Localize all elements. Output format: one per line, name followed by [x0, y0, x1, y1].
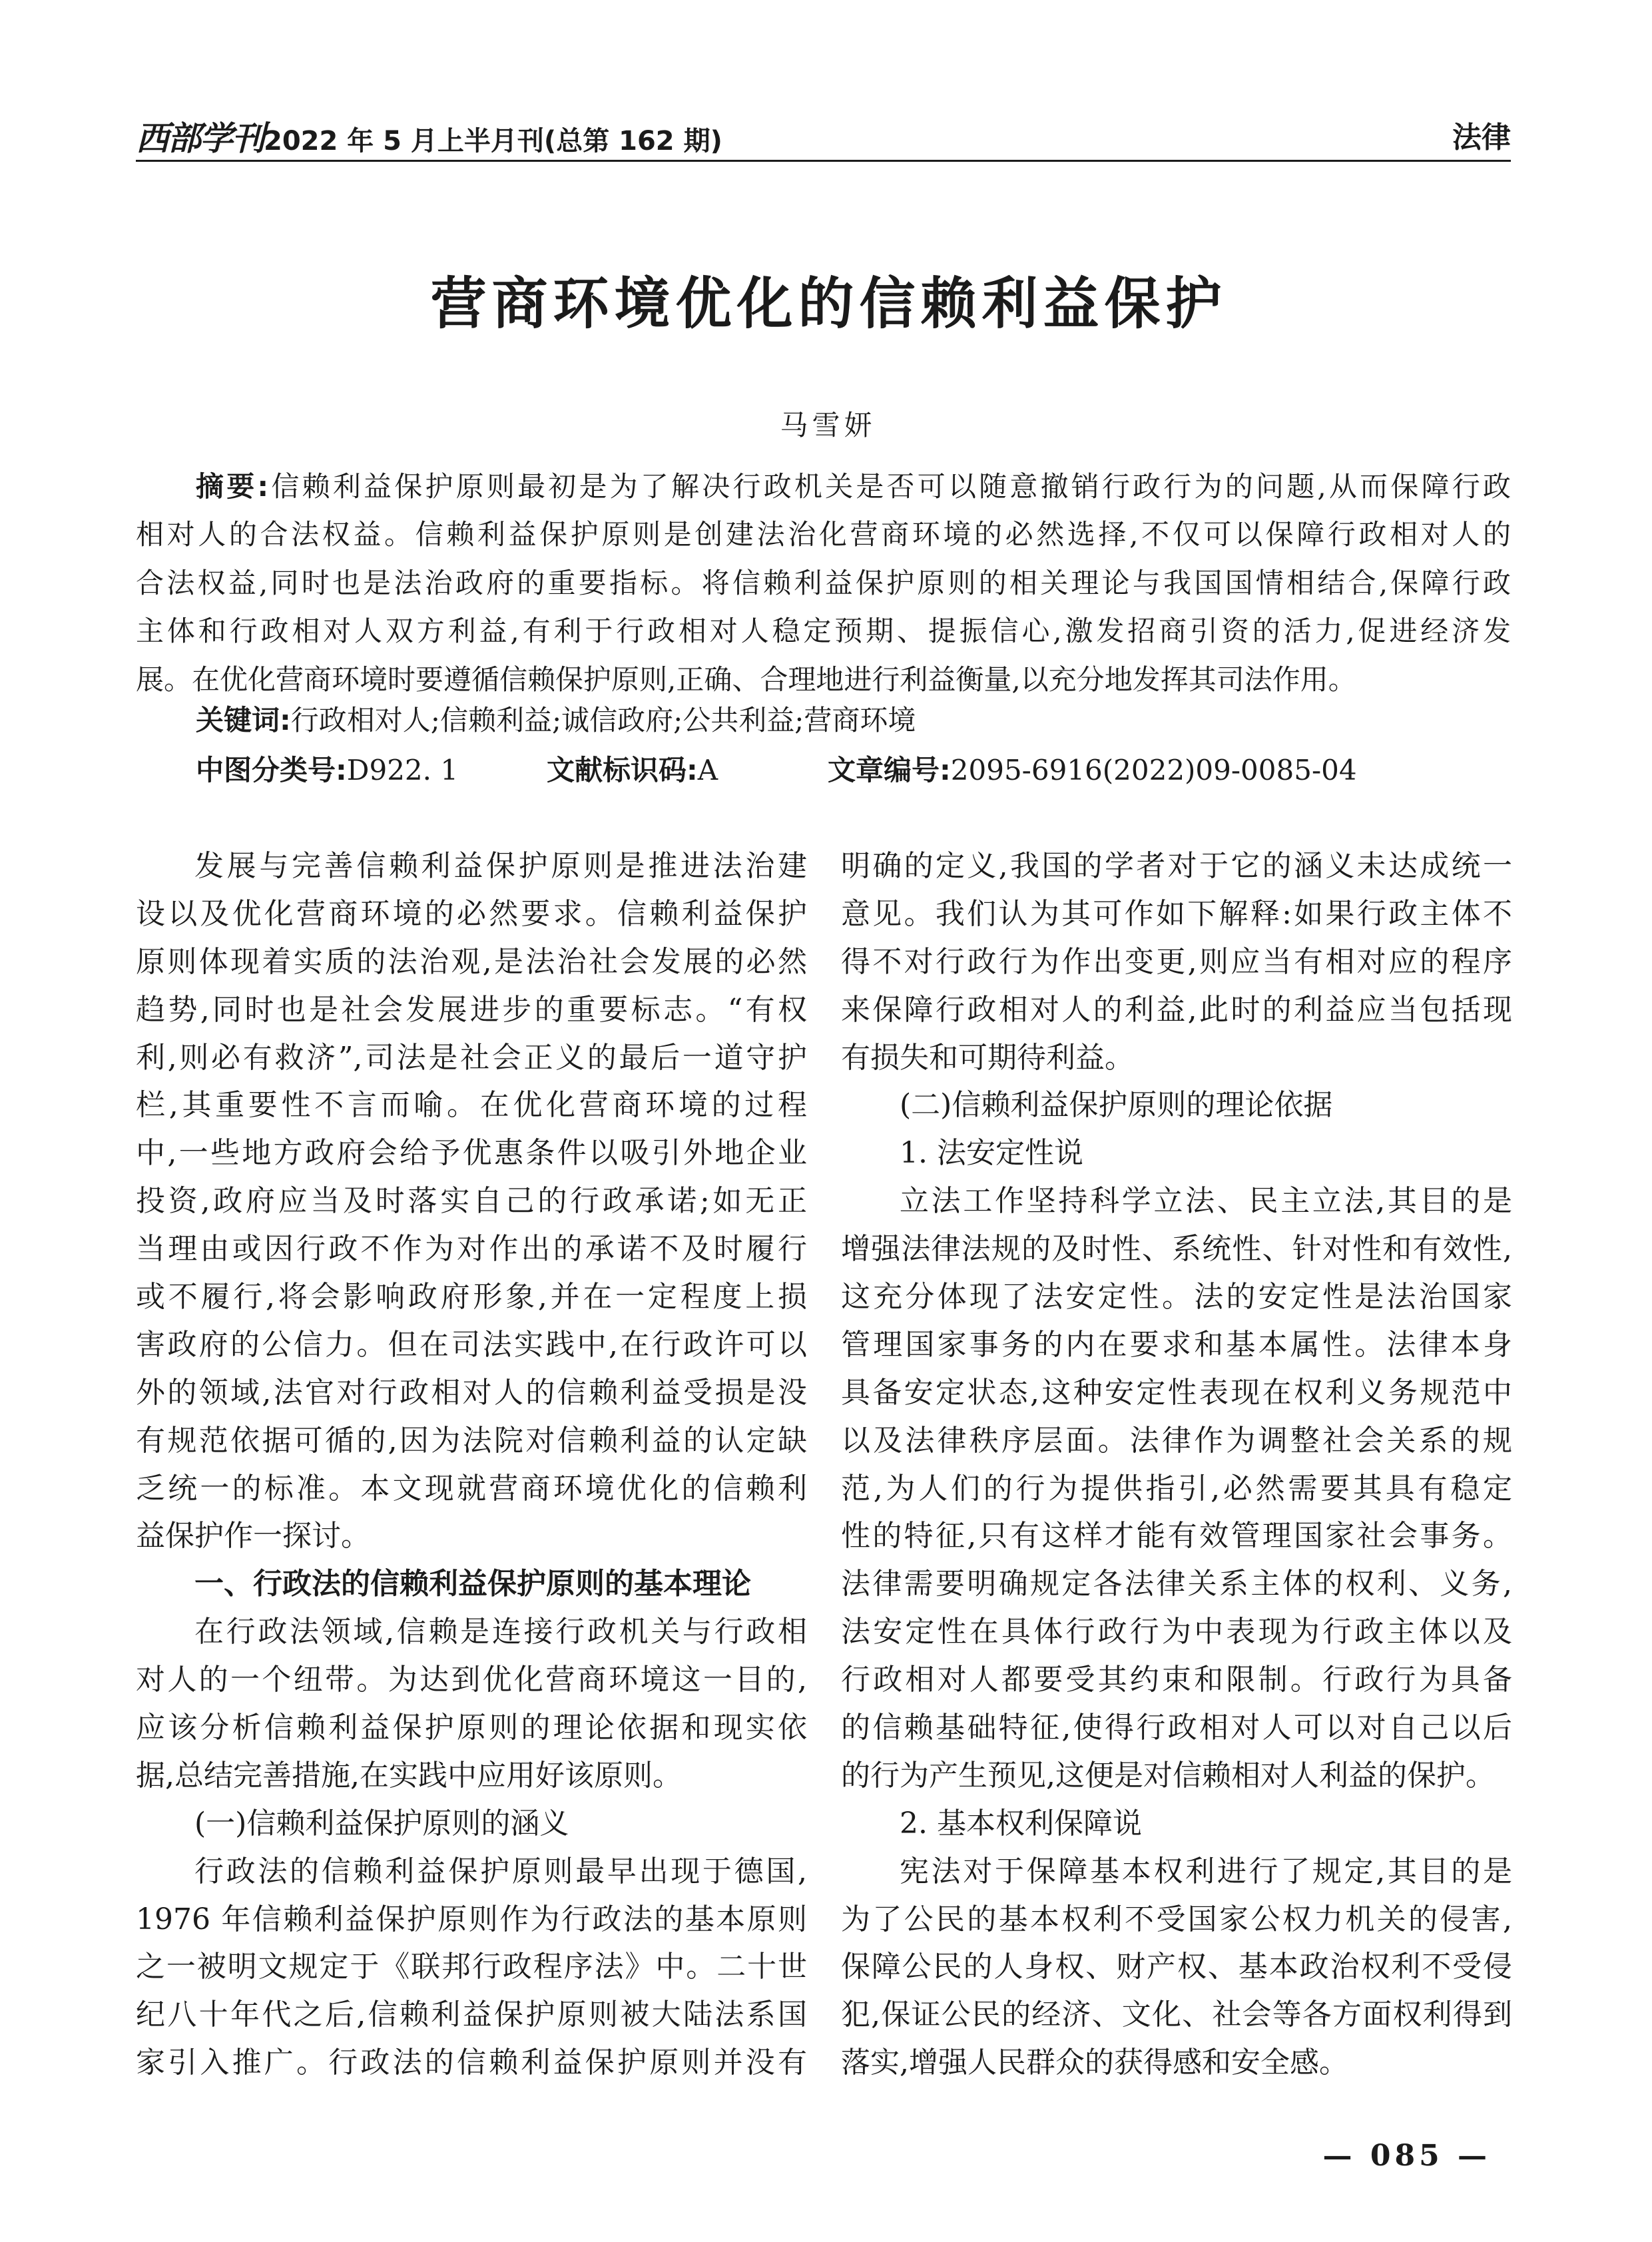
text-line: 法律需要明确规定各法律关系主体的权利、义务,	[841, 1567, 1512, 1601]
text-line: 害政府的公信力。但在司法实践中,在行政许可以	[136, 1327, 807, 1362]
section-name: 法律	[1452, 121, 1511, 154]
text-line: 1. 法安定性说	[900, 1136, 1083, 1171]
article-author: 马雪妍	[780, 409, 876, 441]
document-code	[547, 746, 718, 794]
text-line: 行政法的信赖利益保护原则最早出现于德国,	[194, 1854, 807, 1888]
text-line: 栏,其重要性不言而喻。在优化营商环境的过程	[136, 1088, 807, 1123]
article-id-label: 文章编号:	[828, 754, 951, 786]
numbered-heading	[841, 1129, 1512, 1177]
running-header	[136, 112, 722, 158]
text-line: (一)信赖利益保护原则的涵义	[194, 1806, 569, 1840]
text-line: 宪法对于保障基本权利进行了规定,其目的是	[900, 1854, 1512, 1888]
abstract-line: 相对人的合法权益。信赖利益保护原则是创建法治化营商环境的必然选择,不仅可以保障行政相对人的	[136, 518, 1511, 551]
abstract-line: 合法权益,同时也是法治政府的重要指标。将信赖利益保护原则的相关理论与我国国情相结合,保障行政	[136, 566, 1511, 599]
paragraph	[841, 1177, 1512, 1800]
abstract-text: 信赖利益保护原则最初是为了解决行政机关是否可以随意撤销行政行为的问题,从而保障行政	[268, 470, 1512, 503]
text-line: 趋势,同时也是社会发展进步的重要标志。“有权	[136, 992, 807, 1027]
keywords-value: 行政相对人;信赖利益;诚信政府;公共利益;营商环境	[290, 704, 916, 736]
text-line: 具备安定状态,这种安定性表现在权利义务规范中	[841, 1375, 1512, 1410]
text-line: 保障公民的人身权、财产权、基本政治权利不受侵	[841, 1950, 1512, 1984]
abstract-line: 主体和行政相对人双方利益,有利于行政相对人稳定预期、提振信心,激发招商引资的活力,促进经济发	[136, 615, 1511, 648]
abstract	[136, 463, 1511, 704]
header-rule	[136, 160, 1511, 162]
text-line: 犯,保证公民的经济、文化、社会等各方面权利得到	[841, 1998, 1512, 2032]
abstract-line	[136, 463, 1511, 511]
text-line: 有规范依据可循的,因为法院对信赖利益的认定缺	[136, 1423, 807, 1458]
paragraph	[136, 842, 807, 1560]
right-column	[841, 842, 1512, 2087]
abstract-label: 摘要:	[196, 470, 269, 503]
text-line: 据,总结完善措施,在实践中应用好该原则。	[136, 1758, 682, 1793]
text-line: 管理国家事务的内在要求和基本属性。法律本身	[841, 1327, 1512, 1362]
subsection-heading	[841, 1081, 1512, 1129]
numbered-heading	[841, 1800, 1512, 1848]
text-line: 明确的定义,我国的学者对于它的涵义未达成统一	[841, 849, 1512, 883]
subsection-heading	[136, 1800, 807, 1848]
journal-logo: 西部学刊	[136, 119, 264, 158]
text-line: 家引入推广。行政法的信赖利益保护原则并没有	[136, 2046, 807, 2080]
text-line: 落实,增强人民群众的获得感和安全感。	[841, 2046, 1348, 2080]
section-heading	[136, 1560, 807, 1608]
text-line: 投资,政府应当及时落实自己的行政承诺;如无正	[136, 1184, 807, 1219]
document-code-label: 文献标识码:	[547, 754, 698, 786]
article-id-value: 2095-6916(2022)09-0085-04	[950, 754, 1357, 786]
paragraph	[841, 1848, 1512, 2087]
text-line: 应该分析信赖利益保护原则的理论依据和现实依	[136, 1711, 807, 1745]
text-line: 的信赖基础特征,使得行政相对人可以对自己以后	[841, 1711, 1512, 1745]
abstract-line: 展。在优化营商环境时要遵循信赖保护原则,正确、合理地进行利益衡量,以充分地发挥其司法作用。	[136, 663, 1356, 696]
text-line: 中,一些地方政府会给予优惠条件以吸引外地企业	[136, 1136, 807, 1171]
paragraph	[841, 842, 1512, 1081]
text-line: 设以及优化营商环境的必然要求。信赖利益保护	[136, 896, 807, 931]
text-line: 或不履行,将会影响政府形象,并在一定程度上损	[136, 1280, 807, 1314]
document-code-value: A	[697, 754, 718, 786]
text-line: 1976 年信赖利益保护原则作为行政法的基本原则	[136, 1902, 807, 1936]
keywords	[196, 697, 916, 744]
text-line: 来保障行政相对人的利益,此时的利益应当包括现	[841, 992, 1512, 1027]
text-line: 利,则必有救济”,司法是社会正义的最后一道守护	[136, 1040, 807, 1075]
text-line: 立法工作坚持科学立法、民主立法,其目的是	[900, 1184, 1512, 1219]
text-line: 增强法律法规的及时性、系统性、针对性和有效性,	[841, 1232, 1512, 1266]
clc-number-label: 中图分类号:	[196, 754, 347, 786]
text-line: 性的特征,只有这样才能有效管理国家社会事务。	[841, 1519, 1512, 1553]
text-line: 乏统一的标准。本文现就营商环境优化的信赖利	[136, 1471, 807, 1506]
paragraph	[136, 1848, 807, 2087]
left-column	[136, 842, 807, 2087]
text-line: 范,为人们的行为提供指引,必然需要其具有稳定	[841, 1471, 1512, 1506]
text-line: 有损失和可期待利益。	[841, 1040, 1134, 1075]
text-line: 的行为产生预见,这便是对信赖相对人利益的保护。	[841, 1758, 1495, 1793]
article-title: 营商环境优化的信赖利益保护	[430, 271, 1227, 336]
text-line: 当理由或因行政不作为对作出的承诺不及时履行	[136, 1232, 807, 1266]
text-line: 外的领域,法官对行政相对人的信赖利益受损是没	[136, 1375, 807, 1410]
text-line: 一、行政法的信赖利益保护原则的基本理论	[194, 1567, 751, 1601]
text-line: 对人的一个纽带。为达到优化营商环境这一目的,	[136, 1663, 807, 1697]
text-line: 行政相对人都要受其约束和限制。行政行为具备	[841, 1663, 1512, 1697]
text-line: 以及法律秩序层面。法律作为调整社会关系的规	[841, 1423, 1512, 1458]
text-line: 意见。我们认为其可作如下解释:如果行政主体不	[841, 896, 1512, 931]
issue-info: 2022 年 5 月上半月刊(总第 162 期)	[264, 126, 722, 156]
text-line: 益保护作一探讨。	[136, 1519, 370, 1553]
text-line: 之一被明文规定于《联邦行政程序法》中。二十世	[136, 1950, 807, 1984]
text-line: 纪八十年代之后,信赖利益保护原则被大陆法系国	[136, 1998, 807, 2032]
text-line: 为了公民的基本权利不受国家公权力机关的侵害,	[841, 1902, 1512, 1936]
keywords-label: 关键词:	[196, 704, 291, 736]
text-line: 这充分体现了法安定性。法的安定性是法治国家	[841, 1280, 1512, 1314]
paragraph	[136, 1608, 807, 1800]
text-line: 在行政法领域,信赖是连接行政机关与行政相	[194, 1615, 807, 1649]
page-number: — 085 —	[1322, 2139, 1491, 2173]
text-line: (二)信赖利益保护原则的理论依据	[900, 1088, 1333, 1123]
text-line: 法安定性在具体行政行为中表现为行政主体以及	[841, 1615, 1512, 1649]
clc-number	[196, 746, 458, 794]
text-line: 原则体现着实质的法治观,是法治社会发展的必然	[136, 944, 807, 979]
article-id	[828, 746, 1357, 794]
text-line: 得不对行政行为作出变更,则应当有相对应的程序	[841, 944, 1512, 979]
clc-number-value: D922. 1	[346, 754, 459, 786]
text-line: 2. 基本权利保障说	[900, 1806, 1142, 1840]
text-line: 发展与完善信赖利益保护原则是推进法治建	[194, 849, 807, 883]
